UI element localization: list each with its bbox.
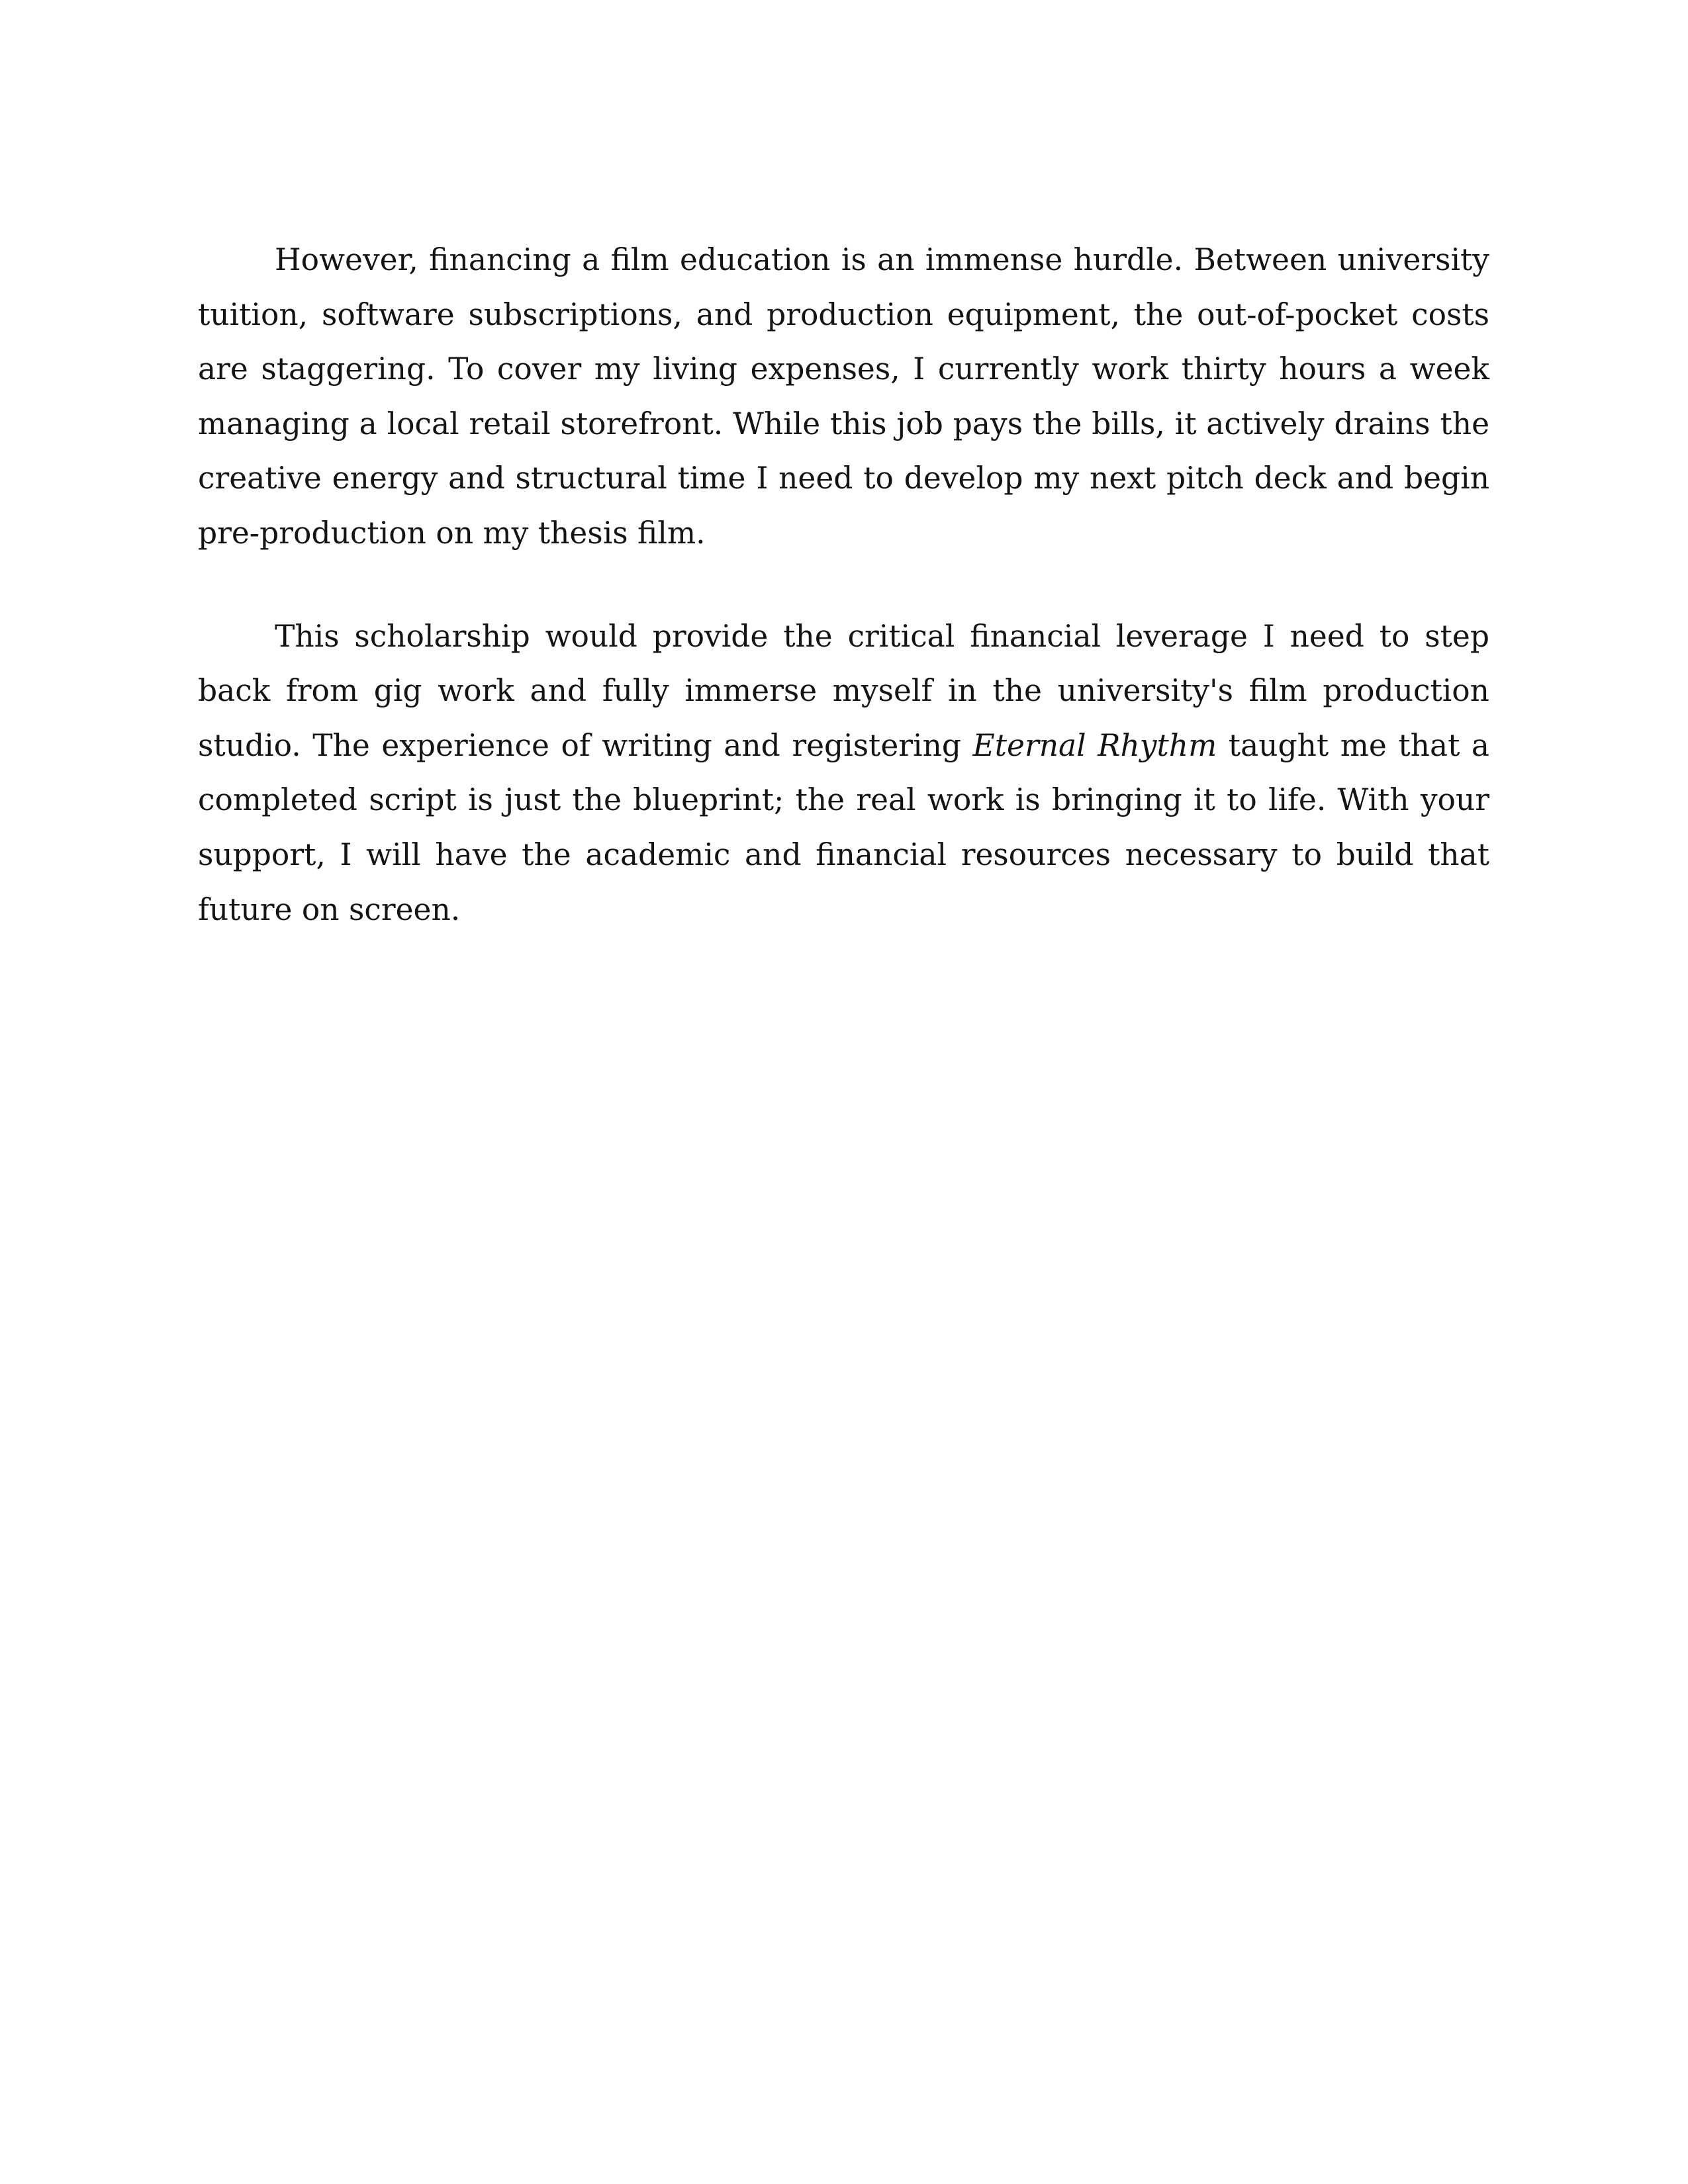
paragraph-financing [198, 233, 1489, 561]
paragraph-financing-text: However, financing a film education is an immense hurdle. Between university tuition, software subscriptions, and production equipment, the out-of-pocket costs are staggering. To cover my living expenses, I currently work thirty hours a week managing a local retail storefront. While this job pays the bills, it actively drains the creative energy and structural time I need to develop my next pitch deck and begin pre-production on my thesis film. [198, 242, 1489, 551]
document-body [198, 233, 1489, 937]
paragraph-scholarship [198, 610, 1489, 938]
paragraph-scholarship-text-start: This scholarship would provide the critical financial leverage I need to step back from gig work and fully immerse myself in the university's film production studio. The experience of writing and registering [198, 618, 1489, 763]
film-title: Eternal Rhythm [972, 727, 1217, 763]
paragraph-scholarship-text-end: taught me that a completed script is just the blueprint; the real work is bringing it to life. With your support, I will have the academic and financial resources necessary to build that future on screen. [198, 727, 1490, 927]
